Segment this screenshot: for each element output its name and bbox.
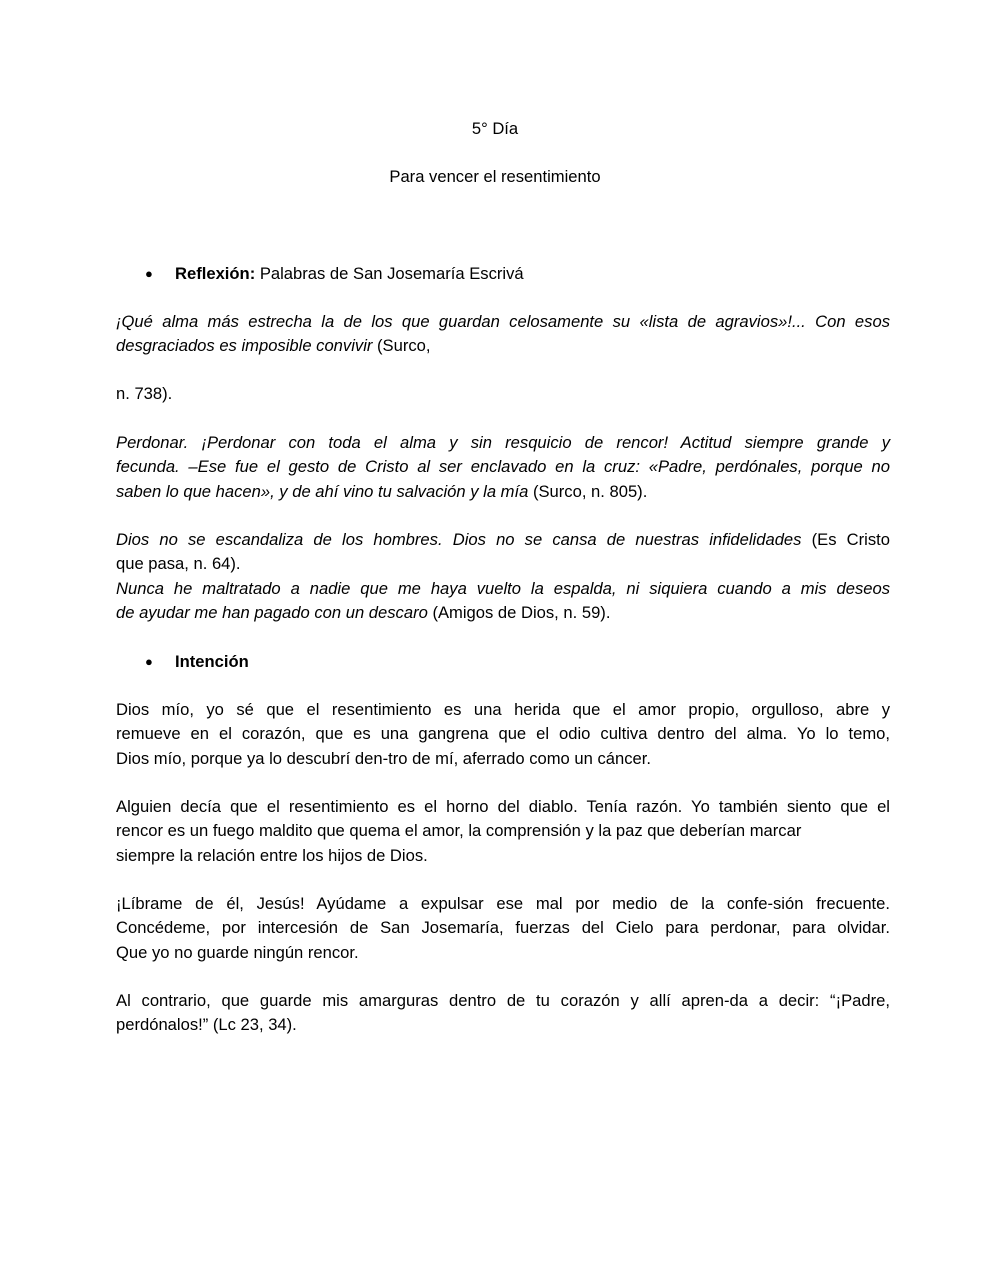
quote-reference: (Es Cristo	[801, 530, 890, 549]
quote-text: saben lo que hacen», y de ahí vino tu salvación y la mía	[116, 481, 529, 501]
quote-reference: (Surco, n. 805).	[528, 481, 648, 501]
quote-surco-738	[116, 310, 890, 359]
quote-text: ¡Qué alma más estrecha la de los que guardan celosamente su «lista de agravios»!... Con esos	[116, 312, 890, 331]
intencion-paragraph-3: ¡Líbrame de él, Jesús! Ayúdame a expulsar ese mal por medio de la confe-sión frecuente. Concédeme, por intercesión de San Josemaría, fuerzas del Cielo para perdonar, para olvidar. Que yo no guarde ningún rencor.	[116, 894, 890, 962]
document-subtitle: Para vencer el resentimiento	[389, 167, 601, 186]
day-heading: 5° Día	[471, 119, 519, 138]
quote-reference: (Surco,	[372, 336, 431, 356]
bullet-icon: ●	[145, 266, 153, 281]
quote-es-cristo-que-pasa	[116, 528, 890, 625]
quote-reference: que pasa, n. 64).	[116, 554, 241, 574]
quote-text: fecunda. –Ese fue el gesto de Cristo al ser enclavado en la cruz: «Padre, perdónales, porque no	[116, 457, 890, 477]
intencion-label: Intención	[175, 652, 249, 671]
reflexion-heading	[145, 262, 524, 286]
intencion-paragraph-1: Dios mío, yo sé que el resentimiento es una herida que el amor propio, orgulloso, abre y remueve en el corazón, que es una gangrena que el odio cultiva dentro del alma. Yo lo temo, Dios mío, porque ya lo descubrí den-tro de mí, aferrado como un cáncer.	[116, 700, 890, 768]
intencion-paragraph-2: Alguien decía que el resentimiento es el horno del diablo. Tenía razón. Yo también siento que el rencor es un fuego maldito que quema el amor, la comprensión y la paz que deberían marcar siempre la relación entre los hijos de Dios.	[116, 797, 890, 865]
reflexion-text: Palabras de San Josemaría Escrivá	[255, 264, 524, 283]
quote-surco-738-ref	[116, 382, 890, 406]
bullet-icon: ●	[145, 654, 153, 669]
quote-reference: (Amigos de Dios, n. 59).	[427, 602, 611, 622]
quote-text: desgraciados es imposible convivir	[116, 336, 373, 356]
quote-surco-805	[116, 431, 890, 504]
quote-reference: n. 738).	[116, 384, 173, 403]
quote-text: Dios no se escandaliza de los hombres. Dios no se cansa de nuestras infidelidades	[116, 530, 802, 549]
intencion-paragraph-4: Al contrario, que guarde mis amarguras dentro de tu corazón y allí apren-da a decir: “¡Padre, perdónalos!” (Lc 23, 34).	[116, 991, 890, 1035]
quote-text: de ayudar me han pagado con un descaro	[116, 602, 428, 622]
intencion-heading	[145, 650, 249, 674]
quote-text: Perdonar. ¡Perdonar con toda el alma y sin resquicio de rencor! Actitud siempre grande y	[116, 433, 890, 452]
reflexion-label: Reflexión:	[175, 264, 256, 283]
quote-text: Nunca he maltratado a nadie que me haya vuelto la espalda, ni siquiera cuando a mis deseos	[116, 578, 890, 598]
